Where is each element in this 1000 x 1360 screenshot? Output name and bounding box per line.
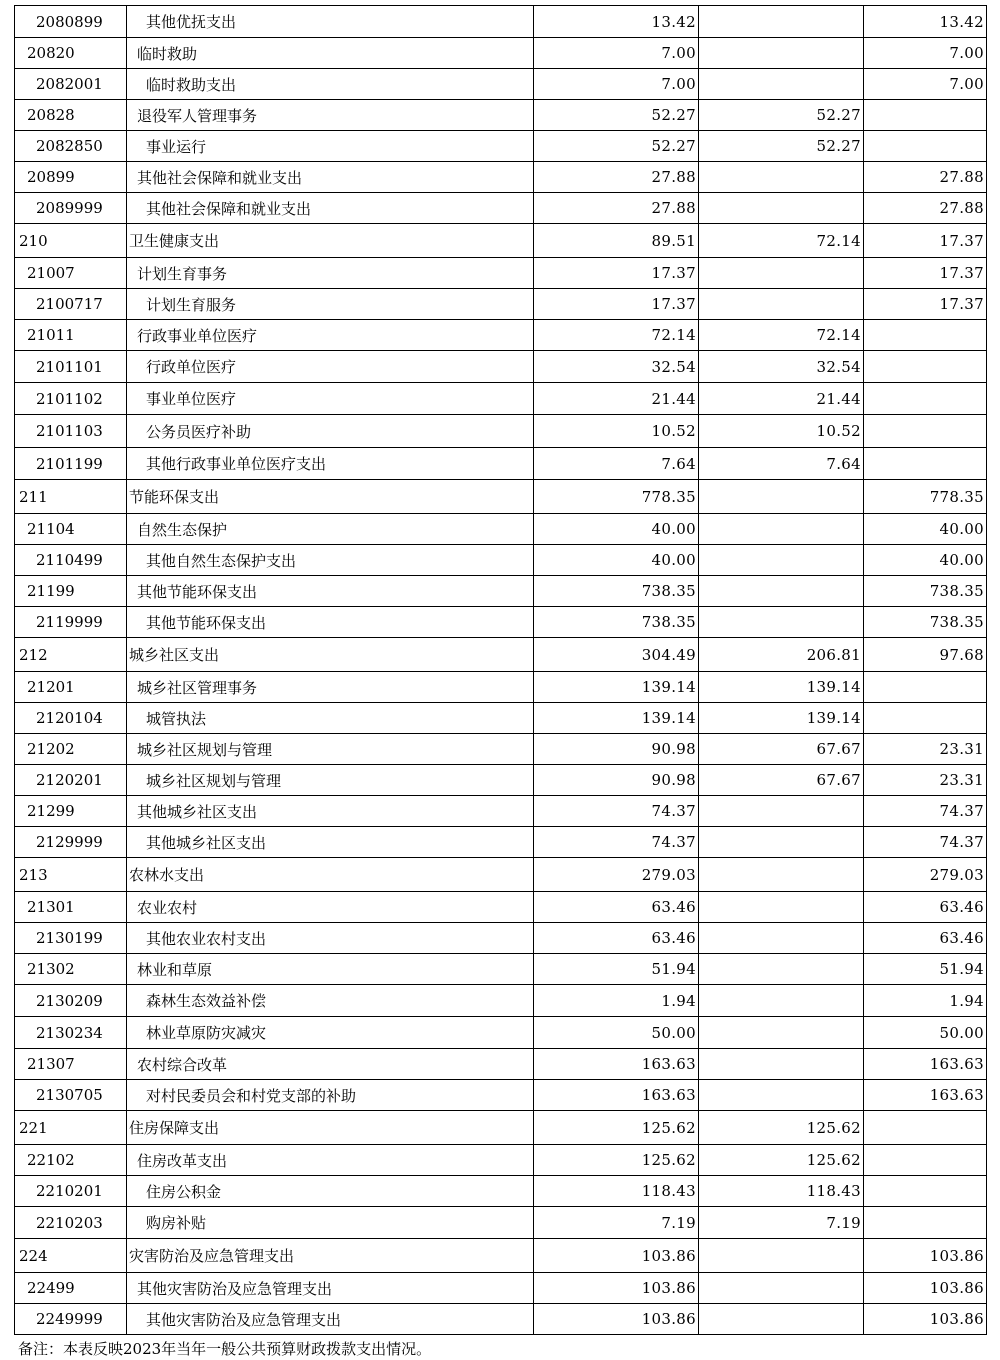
row-code-cell: 2210203 [15,1207,127,1239]
row-code-cell: 21302 [15,954,127,985]
row-code-cell: 2130705 [15,1080,127,1111]
row-name-cell: 事业单位医疗 [127,383,534,415]
table-row [15,383,987,415]
row-project-expenditure-cell: 63.46 [864,923,987,954]
table-row [15,480,987,514]
row-name-cell: 其他优抚支出 [127,6,534,38]
table-row [15,320,987,351]
row-total-cell: 17.37 [534,289,699,320]
row-basic-expenditure-cell [699,1080,864,1111]
row-name-cell: 其他自然生态保护支出 [127,545,534,576]
row-project-expenditure-cell [864,1176,987,1207]
row-code-cell: 2120104 [15,703,127,734]
row-total-cell: 90.98 [534,734,699,765]
row-basic-expenditure-cell [699,480,864,514]
row-basic-expenditure-cell [699,193,864,224]
row-total-cell: 163.63 [534,1080,699,1111]
row-project-expenditure-cell: 63.46 [864,892,987,923]
table-row [15,1017,987,1049]
row-name-cell: 林业草原防灾减灾 [127,1017,534,1049]
table-row [15,448,987,480]
row-basic-expenditure-cell [699,954,864,985]
row-project-expenditure-cell [864,351,987,383]
row-total-cell: 103.86 [534,1273,699,1304]
table-row [15,162,987,193]
row-basic-expenditure-cell [699,545,864,576]
row-project-expenditure-cell: 74.37 [864,827,987,858]
row-code-cell: 2210201 [15,1176,127,1207]
row-code-cell: 21307 [15,1049,127,1080]
row-basic-expenditure-cell: 206.81 [699,638,864,672]
table-row [15,1176,987,1207]
row-code-cell: 21301 [15,892,127,923]
row-project-expenditure-cell: 103.86 [864,1304,987,1335]
row-code-cell: 2100717 [15,289,127,320]
row-project-expenditure-cell [864,1111,987,1145]
row-total-cell: 52.27 [534,100,699,131]
row-basic-expenditure-cell [699,6,864,38]
table-row [15,100,987,131]
table-row [15,1304,987,1335]
row-basic-expenditure-cell [699,576,864,607]
row-project-expenditure-cell: 163.63 [864,1049,987,1080]
table-row [15,38,987,69]
row-basic-expenditure-cell: 7.64 [699,448,864,480]
row-total-cell: 17.37 [534,258,699,289]
row-code-cell: 20899 [15,162,127,193]
row-code-cell: 22499 [15,1273,127,1304]
row-name-cell: 行政事业单位医疗 [127,320,534,351]
row-total-cell: 125.62 [534,1111,699,1145]
table-row [15,193,987,224]
row-basic-expenditure-cell: 118.43 [699,1176,864,1207]
row-project-expenditure-cell: 97.68 [864,638,987,672]
row-code-cell: 2101102 [15,383,127,415]
row-code-cell: 221 [15,1111,127,1145]
row-code-cell: 21299 [15,796,127,827]
table-row [15,827,987,858]
table-row [15,672,987,703]
row-project-expenditure-cell: 17.37 [864,289,987,320]
row-code-cell: 2129999 [15,827,127,858]
row-total-cell: 89.51 [534,224,699,258]
row-basic-expenditure-cell [699,514,864,545]
row-code-cell: 2082001 [15,69,127,100]
row-name-cell: 城乡社区管理事务 [127,672,534,703]
table-row [15,1049,987,1080]
row-total-cell: 52.27 [534,131,699,162]
row-project-expenditure-cell: 1.94 [864,985,987,1017]
row-code-cell: 2249999 [15,1304,127,1335]
table-row [15,638,987,672]
row-total-cell: 125.62 [534,1145,699,1176]
row-name-cell: 退役军人管理事务 [127,100,534,131]
row-basic-expenditure-cell [699,1304,864,1335]
row-basic-expenditure-cell [699,1239,864,1273]
table-row [15,576,987,607]
row-total-cell: 72.14 [534,320,699,351]
row-project-expenditure-cell: 74.37 [864,796,987,827]
row-name-cell: 临时救助 [127,38,534,69]
row-name-cell: 其他城乡社区支出 [127,827,534,858]
table-row [15,703,987,734]
row-basic-expenditure-cell: 125.62 [699,1111,864,1145]
row-project-expenditure-cell: 40.00 [864,545,987,576]
row-total-cell: 163.63 [534,1049,699,1080]
row-name-cell: 行政单位医疗 [127,351,534,383]
row-basic-expenditure-cell [699,892,864,923]
table-row [15,258,987,289]
row-code-cell: 2080899 [15,6,127,38]
row-code-cell: 2120201 [15,765,127,796]
row-code-cell: 2101101 [15,351,127,383]
table-row [15,415,987,448]
table-row [15,985,987,1017]
row-project-expenditure-cell: 163.63 [864,1080,987,1111]
row-name-cell: 其他城乡社区支出 [127,796,534,827]
row-basic-expenditure-cell: 7.19 [699,1207,864,1239]
row-code-cell: 2101199 [15,448,127,480]
row-total-cell: 74.37 [534,796,699,827]
row-basic-expenditure-cell [699,289,864,320]
row-name-cell: 其他灾害防治及应急管理支出 [127,1304,534,1335]
table-row [15,1111,987,1145]
row-name-cell: 计划生育服务 [127,289,534,320]
row-name-cell: 森林生态效益补偿 [127,985,534,1017]
row-total-cell: 1.94 [534,985,699,1017]
row-code-cell: 21104 [15,514,127,545]
row-name-cell: 其他节能环保支出 [127,576,534,607]
row-name-cell: 自然生态保护 [127,514,534,545]
table-row [15,6,987,38]
row-total-cell: 279.03 [534,858,699,892]
row-project-expenditure-cell [864,100,987,131]
row-basic-expenditure-cell [699,923,864,954]
row-code-cell: 2110499 [15,545,127,576]
row-total-cell: 10.52 [534,415,699,448]
row-code-cell: 21201 [15,672,127,703]
table-row [15,1145,987,1176]
row-basic-expenditure-cell: 10.52 [699,415,864,448]
row-name-cell: 其他农业农村支出 [127,923,534,954]
row-project-expenditure-cell [864,703,987,734]
row-name-cell: 购房补贴 [127,1207,534,1239]
row-project-expenditure-cell: 17.37 [864,224,987,258]
row-name-cell: 城乡社区规划与管理 [127,734,534,765]
row-name-cell: 事业运行 [127,131,534,162]
row-code-cell: 2089999 [15,193,127,224]
table-body [15,6,987,1335]
row-total-cell: 7.00 [534,69,699,100]
row-project-expenditure-cell: 17.37 [864,258,987,289]
row-basic-expenditure-cell [699,1017,864,1049]
row-total-cell: 103.86 [534,1304,699,1335]
row-total-cell: 304.49 [534,638,699,672]
row-code-cell: 2082850 [15,131,127,162]
row-project-expenditure-cell: 7.00 [864,38,987,69]
row-total-cell: 63.46 [534,892,699,923]
table-row [15,1239,987,1273]
table-footnote: 备注：本表反映2023年当年一般公共预算财政拨款支出情况。 [18,1340,432,1358]
row-project-expenditure-cell: 778.35 [864,480,987,514]
row-name-cell: 农业农村 [127,892,534,923]
row-code-cell: 21202 [15,734,127,765]
row-total-cell: 7.00 [534,38,699,69]
table-row [15,545,987,576]
row-project-expenditure-cell [864,383,987,415]
row-basic-expenditure-cell: 139.14 [699,672,864,703]
row-total-cell: 27.88 [534,193,699,224]
row-project-expenditure-cell: 7.00 [864,69,987,100]
row-total-cell: 51.94 [534,954,699,985]
row-basic-expenditure-cell: 21.44 [699,383,864,415]
table-row [15,892,987,923]
table-row [15,607,987,638]
row-total-cell: 7.19 [534,1207,699,1239]
row-total-cell: 27.88 [534,162,699,193]
row-total-cell: 139.14 [534,703,699,734]
row-name-cell: 其他节能环保支出 [127,607,534,638]
row-total-cell: 74.37 [534,827,699,858]
row-project-expenditure-cell: 279.03 [864,858,987,892]
row-basic-expenditure-cell [699,162,864,193]
table-row [15,224,987,258]
row-total-cell: 40.00 [534,545,699,576]
row-code-cell: 224 [15,1239,127,1273]
row-code-cell: 2119999 [15,607,127,638]
row-total-cell: 738.35 [534,607,699,638]
row-basic-expenditure-cell: 125.62 [699,1145,864,1176]
row-total-cell: 103.86 [534,1239,699,1273]
table-row [15,69,987,100]
row-code-cell: 2130234 [15,1017,127,1049]
row-project-expenditure-cell: 738.35 [864,576,987,607]
table-row [15,858,987,892]
table-row [15,131,987,162]
row-name-cell: 卫生健康支出 [127,224,534,258]
table-row [15,796,987,827]
row-code-cell: 2101103 [15,415,127,448]
row-code-cell: 21011 [15,320,127,351]
row-name-cell: 城乡社区支出 [127,638,534,672]
row-basic-expenditure-cell [699,796,864,827]
row-name-cell: 林业和草原 [127,954,534,985]
row-total-cell: 40.00 [534,514,699,545]
row-code-cell: 211 [15,480,127,514]
row-name-cell: 其他行政事业单位医疗支出 [127,448,534,480]
table-row [15,1273,987,1304]
row-code-cell: 2130209 [15,985,127,1017]
row-name-cell: 住房公积金 [127,1176,534,1207]
row-project-expenditure-cell [864,448,987,480]
row-project-expenditure-cell: 40.00 [864,514,987,545]
row-basic-expenditure-cell [699,827,864,858]
row-code-cell: 21199 [15,576,127,607]
row-basic-expenditure-cell [699,1049,864,1080]
table-row [15,351,987,383]
row-project-expenditure-cell: 51.94 [864,954,987,985]
budget-expenditure-table [14,5,987,1335]
row-total-cell: 32.54 [534,351,699,383]
row-name-cell: 住房改革支出 [127,1145,534,1176]
row-basic-expenditure-cell: 67.67 [699,734,864,765]
row-project-expenditure-cell [864,1145,987,1176]
row-total-cell: 738.35 [534,576,699,607]
row-name-cell: 农村综合改革 [127,1049,534,1080]
row-basic-expenditure-cell: 32.54 [699,351,864,383]
row-project-expenditure-cell: 23.31 [864,734,987,765]
row-project-expenditure-cell: 50.00 [864,1017,987,1049]
row-name-cell: 其他灾害防治及应急管理支出 [127,1273,534,1304]
row-basic-expenditure-cell: 72.14 [699,224,864,258]
row-total-cell: 13.42 [534,6,699,38]
row-code-cell: 20820 [15,38,127,69]
row-name-cell: 农林水支出 [127,858,534,892]
row-total-cell: 139.14 [534,672,699,703]
row-project-expenditure-cell [864,672,987,703]
row-name-cell: 其他社会保障和就业支出 [127,162,534,193]
row-name-cell: 灾害防治及应急管理支出 [127,1239,534,1273]
row-name-cell: 城管执法 [127,703,534,734]
row-basic-expenditure-cell: 72.14 [699,320,864,351]
row-basic-expenditure-cell: 67.67 [699,765,864,796]
row-name-cell: 住房保障支出 [127,1111,534,1145]
row-project-expenditure-cell: 13.42 [864,6,987,38]
row-project-expenditure-cell: 103.86 [864,1273,987,1304]
row-name-cell: 城乡社区规划与管理 [127,765,534,796]
row-name-cell: 其他社会保障和就业支出 [127,193,534,224]
row-code-cell: 20828 [15,100,127,131]
table-row [15,514,987,545]
row-code-cell: 22102 [15,1145,127,1176]
table-row [15,1207,987,1239]
table-row [15,954,987,985]
row-code-cell: 2130199 [15,923,127,954]
row-basic-expenditure-cell [699,69,864,100]
row-code-cell: 213 [15,858,127,892]
row-total-cell: 90.98 [534,765,699,796]
row-code-cell: 212 [15,638,127,672]
table-row [15,1080,987,1111]
row-project-expenditure-cell [864,131,987,162]
row-project-expenditure-cell: 27.88 [864,193,987,224]
row-project-expenditure-cell: 27.88 [864,162,987,193]
row-name-cell: 计划生育事务 [127,258,534,289]
row-name-cell: 节能环保支出 [127,480,534,514]
row-total-cell: 50.00 [534,1017,699,1049]
table-row [15,289,987,320]
row-total-cell: 7.64 [534,448,699,480]
row-project-expenditure-cell [864,320,987,351]
row-basic-expenditure-cell [699,985,864,1017]
row-name-cell: 对村民委员会和村党支部的补助 [127,1080,534,1111]
row-code-cell: 21007 [15,258,127,289]
row-project-expenditure-cell [864,1207,987,1239]
row-project-expenditure-cell: 103.86 [864,1239,987,1273]
row-project-expenditure-cell: 23.31 [864,765,987,796]
row-total-cell: 21.44 [534,383,699,415]
row-basic-expenditure-cell [699,1273,864,1304]
row-code-cell: 210 [15,224,127,258]
row-basic-expenditure-cell [699,258,864,289]
row-basic-expenditure-cell: 139.14 [699,703,864,734]
row-basic-expenditure-cell [699,858,864,892]
row-project-expenditure-cell: 738.35 [864,607,987,638]
row-basic-expenditure-cell [699,607,864,638]
row-name-cell: 临时救助支出 [127,69,534,100]
row-total-cell: 63.46 [534,923,699,954]
row-total-cell: 778.35 [534,480,699,514]
table-row [15,734,987,765]
row-basic-expenditure-cell [699,38,864,69]
table-row [15,923,987,954]
row-basic-expenditure-cell: 52.27 [699,100,864,131]
row-project-expenditure-cell [864,415,987,448]
row-total-cell: 118.43 [534,1176,699,1207]
table-row [15,765,987,796]
row-name-cell: 公务员医疗补助 [127,415,534,448]
row-basic-expenditure-cell: 52.27 [699,131,864,162]
